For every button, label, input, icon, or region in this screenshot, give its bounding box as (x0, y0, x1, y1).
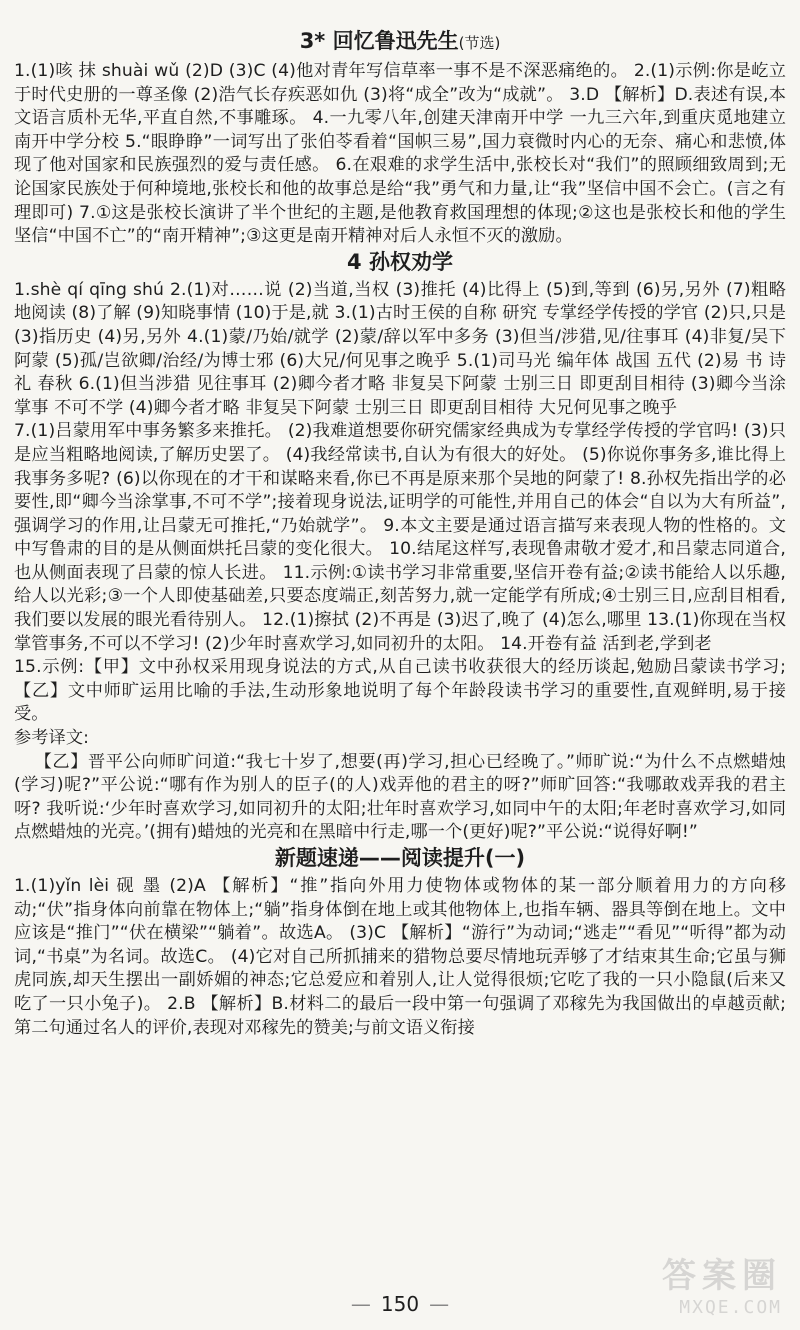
section-title: 新题速递——阅读提升(一) (274, 846, 526, 870)
watermark-logo-text: 答案圈 (662, 1256, 782, 1296)
answer-page (14, 28, 786, 1040)
section-reading-boost (14, 845, 786, 1040)
answer-paragraph: 15.示例:【甲】文中孙权采用现身说法的方式,从自己读书收获很大的经历谈起,勉励吕蒙读书学习;【乙】文中师旷运用比喻的手法,生动形象地说明了每个年龄段读书学习的重要性,直观鲜明,易于接受。 (14, 657, 786, 725)
answer-paragraph: 1.(1)yǐn lèi 砚 墨 (2)A 【解析】“推”指向外用力使物体或物体的某一部分顺着用力的方向移动;“伏”指身体向前靠在物体上;“躺”指身体倒在地上或其他物体上,也指车辆、器具等倒在地上。文中应该是“推门”“伏在横梁”“躺着”。故选A。 (3)C 【解析】“游行”为动词;“逃走”“看见”“听得”都为动词,“书桌”为名词。故选C。 (4)它对自己所抓捕来的猎物总要尽情地玩弄够了才结束其生命;它虽与狮虎同族,却天生摆出一副娇媚的神态;它总爱应和着别人,让人觉得很烦;它吃了我的一只小隐鼠(后来又吃了一只小兔子)。 2.B 【解析】B.材料二的最后一段中第一句强调了邓稼先为我国做出的卓越贡献;第二句通过名人的评价,表现对邓稼先的赞美;与前文语义衔接 (14, 876, 786, 1038)
section-sun-quan (14, 249, 786, 845)
section-recall-lu-xun (14, 28, 786, 249)
answer-paragraph: 1.shè qí qīng shú 2.(1)对……说 (2)当道,当权 (3)推托 (4)比得上 (5)到,等到 (6)另,另外 (7)粗略地阅读 (8)了解 (9)知晓事情 (10)于是,就 3.(1)古时王侯的自称 研究 专掌经学传授的学官 (2)只,只是 (3)指历史 (4)另,另外 4.(1)蒙/乃始/就学 (2)蒙/辞以军中多务 (3)但当/涉猎,见/往事耳 (4)非复/吴下阿蒙 (5)孤/岂欲卿/治经/为博士邪 (6)大兄/何见事之晚乎 5.(1)司马光 编年体 战国 五代 (2)易 书 诗 礼 春秋 6.(1)但当涉猎 见往事耳 (2)卿今者才略 非复吴下阿蒙 士别三日 即更刮目相待 (3)卿今当涂掌事 不可不学 (4)卿今者才略 非复吴下阿蒙 士别三日 即更刮目相待 大兄何见事之晚乎 (14, 279, 786, 418)
watermark-logo (592, 1248, 782, 1326)
section-title-suffix: (节选) (458, 34, 501, 52)
answer-paragraph: 7.(1)吕蒙用军中事务繁多来推托。 (2)我难道想要你研究儒家经典成为专掌经学传授的学官吗! (3)只是应当粗略地阅读,了解历史罢了。 (4)我经常读书,自认为有很大的好处。 (5)你说你事务多,谁比得上我事务多呢? (6)以你现在的才干和谋略来看,你已不再是原来那个吴地的阿蒙了! 8.孙权先指出学的必要性,即“卿今当涂掌事,不可不学”;接着现身说法,证明学的可能性,并用自己的体会“自以为大有所益”,强调学习的作用,让吕蒙无可推托,“乃始就学”。 9.本文主要是通过语言描写来表现人物的性格的。文中写鲁肃的目的是从侧面烘托吕蒙的变化很大。 10.结尾这样写,表现鲁肃敬才爱才,和吕蒙志同道合,也从侧面表现了吕蒙的惊人长进。 11.示例:①读书学习非常重要,坚信开卷有益;②读书能给人以乐趣,给人以光彩;③一个人即使基础差,只要态度端正,刻苦努力,就一定能学有所成;④士别三日,应刮目相看,我们要以发展的眼光看待别人。 12.(1)擦拭 (2)不再是 (3)迟了,晚了 (4)怎么,哪里 13.(1)你现在当权掌管事务,不可以不学习! (2)少年时喜欢学习,如同初升的太阳。 14.开卷有益 活到老,学到老 (14, 421, 786, 654)
section-title (14, 28, 786, 56)
translation-text: 【乙】晋平公向师旷问道:“我七十岁了,想要(再)学习,担心已经晚了。”师旷说:“为什么不点燃蜡烛(学习)呢?”平公说:“哪有作为别人的臣子(的人)戏弄他的君主的呀?”师旷回答:“我哪敢戏弄我的君主呀? 我听说:‘少年时喜欢学习,如同初升的太阳;壮年时喜欢学习,如同中午的太阳;年老时喜欢学习,如同点燃蜡烛的光亮。’(拥有)蜡烛的光亮和在黑暗中行走,哪一个(更好)呢?”平公说:“说得好啊!” (14, 751, 786, 843)
translation-label: 参考译文: (14, 728, 90, 749)
section-title: 4 孙权劝学 (347, 249, 453, 274)
section-title-text: 3* 回忆鲁迅先生 (299, 29, 459, 53)
answer-paragraph: 1.(1)咳 抹 shuài wǔ (2)D (3)C (4)他对青年写信草率一事不是不深恶痛绝的。 2.(1)示例:你是屹立于时代史册的一尊圣像 (2)浩气长存疾恶如仇 (3)将“成全”改为“成就”。 3.D 【解析】D.表述有误,本文语言质朴无华,平直自然,不事雕琢。 4.一九零八年,创建天津南开中学 一九三六年,到重庆觅地建立南开中学分校 5.“眼睁睁”一词写出了张伯苓看着“国帜三易”,国力衰微时内心的无奈、痛心和悲愤,体现了他对国家和民族强烈的爱与责任感。 6.在艰难的求学生活中,张校长对“我们”的照顾细致周到;无论国家民族处于何种境地,张校长和他的故事总是给“我”勇气和力量,让“我”坚信中国不会亡。(言之有理即可) 7.①这是张校长演讲了半个世纪的主题,是他教育救国理想的体现;②这也是张校长和他的学生坚信“中国不亡”的“南开精神”;③这更是南开精神对后人永恒不灭的激励。 (14, 61, 786, 247)
watermark-url: MXQE.COM (679, 1297, 782, 1318)
page-number: — 150 — (350, 1292, 450, 1316)
page-number-value: 150 (380, 1292, 420, 1316)
